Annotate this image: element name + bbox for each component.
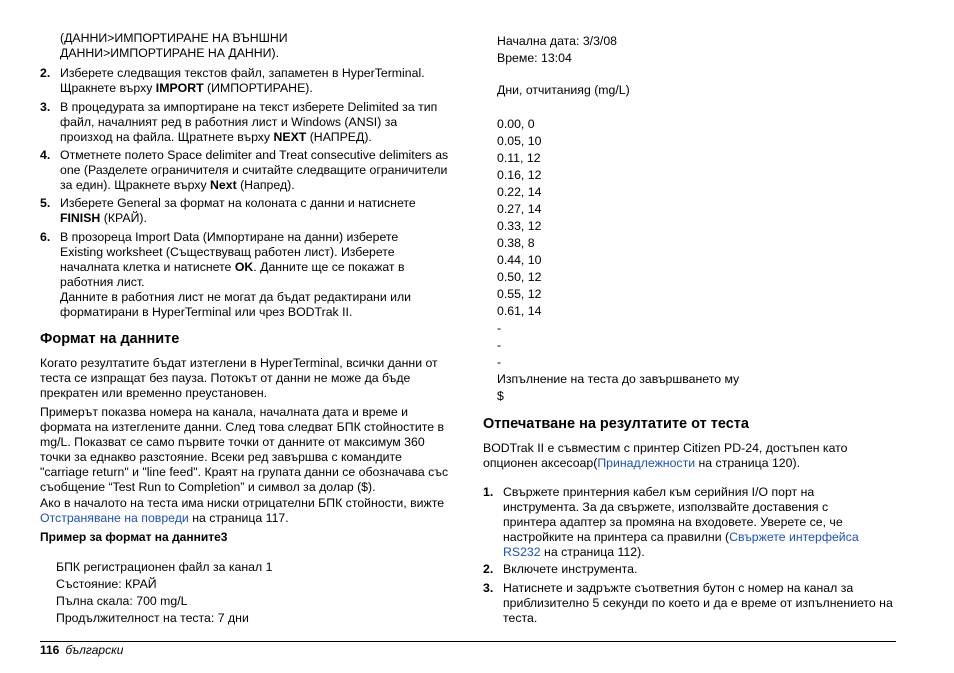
footer-rule xyxy=(40,641,896,642)
link-accessories[interactable]: Принадлежности xyxy=(597,456,696,470)
example-line: Състояние: КРАЙ xyxy=(56,577,157,591)
data-line: $ xyxy=(497,389,504,403)
list-item-print-step-1: 1. Свържете принтерния кабел към серийния I/O порт на инструмента. За да свържете, използвайте доставения с принтера адаптер за промяна на входовете. Уверете се, че настройките на принтера са правилни (Свържете интерфейса RS232 на страница 112). xyxy=(483,485,903,560)
list-item-step-2: 2. Изберете следващия текстов файл, запаметен в HyperTerminal. Щракнете върху IMPORT (ИМПОРТИРАНЕ). xyxy=(40,66,460,96)
example-title: Пример за формат на данните3 xyxy=(40,530,228,544)
section-heading-data-format: Формат на данните xyxy=(40,331,180,347)
example-line: БПК регистрационен файл за канал 1 xyxy=(56,560,273,574)
data-line: 0.61, 14 xyxy=(497,304,542,318)
example-line: Продължителност на теста: 7 дни xyxy=(56,611,249,625)
data-line: 0.22, 14 xyxy=(497,185,542,199)
step-3-text: В процедурата за импортиране на текст изберете Delimited за тип файл, началният ред в работния лист и Windows (ANSI) за произход на файла. Щратнете върху NEXT (НАПРЕД). xyxy=(60,100,438,144)
step-6-text: В прозореца Import Data (Импортиране на данни) изберете Existing worksheet (Съществуващ работен лист). Изберете началната клетка и натиснете OK. Данните ще се покажат в работния лист. xyxy=(60,230,405,289)
data-line: 0.27, 14 xyxy=(497,202,542,216)
list-item-print-step-2: 2. Включете инструмента. xyxy=(483,562,903,577)
example-data-block xyxy=(497,116,739,405)
data-line: Изпълнение на теста до завършването му xyxy=(497,372,740,386)
data-line: 0.38, 8 xyxy=(497,236,535,250)
data-line: - xyxy=(497,321,502,335)
step-2-text: Изберете следващия текстов файл, запаметен в HyperTerminal. Щракнете върху IMPORT (ИМПОРТИРАНЕ). xyxy=(60,66,425,95)
data-line: 0.00, 0 xyxy=(497,117,535,131)
list-item-step-4: 4. Отметнете полето Space delimiter and Treat consecutive delimiters as one (Разделете ограничителя и считайте следващите ограничители за един). Щракнете върху Next (Напред). xyxy=(40,148,460,193)
data-line: 0.50, 12 xyxy=(497,270,542,284)
step-4-text: Отметнете полето Space delimiter and Treat consecutive delimiters as one (Разделете ограничителя и считайте следващите ограничители за един). Щракнете върху Next (Напред). xyxy=(60,148,449,192)
paragraph-printer: BODTrak II е съвместим с принтер Citizen PD-24, достъпен като опционен аксесоар(Принадлежности на страница 120). xyxy=(483,441,848,470)
example-time: Време: 13:04 xyxy=(497,51,572,65)
data-line: 0.55, 12 xyxy=(497,287,542,301)
paragraph-stream: Когато резултатите бъдат изтеглени в HyperTerminal, всички данни от теста се изпращат без пауза. Потокът от данни не може да бъде прекратен или временно преустановен. xyxy=(40,356,438,400)
list-item-print-step-3: 3. Натиснете и задръжте съответния бутон с номер на канал за приблизително 5 секунди по което и да е време от изпълнението на теста. xyxy=(483,581,903,626)
list-item-step-6: 6. В прозореца Import Data (Импортиране на данни) изберете Existing worksheet (Съществуващ работен лист). Изберете началната клетка и натиснете OK. Данните ще се покажат в работния лист. Данните в работния лист не могат да бъдат редактирани или форматирани в HyperTerminal или чрез BODTrak II. xyxy=(40,230,460,320)
print-step-2-text: Включете инструмента. xyxy=(503,562,638,576)
paragraph-troubleshoot: Ако в началото на теста има ниски отрицателни БПК стойности, вижте Отстраняване на повреди на страница 117. xyxy=(40,496,445,525)
page-number: 116 xyxy=(40,643,60,657)
data-line: 0.11, 12 xyxy=(497,151,541,165)
example-columns-label: Дни, отчитанияg (mg/L) xyxy=(497,83,630,97)
list-item-step-5: 5. Изберете General за формат на колоната с данни и натиснете FINISH (КРАЙ). xyxy=(40,196,460,226)
step-6-note: Данните в работния лист не могат да бъдат редактирани или форматирани в HyperTerminal или чрез BODTrak II. xyxy=(60,290,412,319)
link-rs232[interactable]: Свържете интерфейса RS232 xyxy=(503,530,859,559)
example-block xyxy=(56,559,272,627)
step-1-continuation: (ДАННИ>ИМПОРТИРАНЕ НА ВЪНШНИ ДАННИ>ИМПОРТИРАНЕ НА ДАННИ). xyxy=(60,31,288,60)
example-line: Пълна скала: 700 mg/L xyxy=(56,594,188,608)
data-line: - xyxy=(497,338,502,352)
footer-language: български xyxy=(65,643,124,657)
step-5-text: Изберете General за формат на колоната с данни и натиснете FINISH (КРАЙ). xyxy=(60,196,416,225)
paragraph-example: Примерът показва номера на канала, началната дата и време и формата на изтеглените данни. След това следват БПК стойностите в mg/L. Показват се само първите точки от данните от максимум 360 точки за еднакво разстояние. Всеки ред завършва с командите "carriage return" и "line feed". Краят на групата данни се обозначава със съобщение “Test Run to Completion” и символ за долар ($). xyxy=(40,405,449,494)
list-item-step-3: 3. В процедурата за импортиране на текст изберете Delimited за тип файл, началният ред в работния лист и Windows (ANSI) за произход на файла. Щратнете върху NEXT (НАПРЕД). xyxy=(40,100,438,144)
data-line: 0.05, 10 xyxy=(497,134,542,148)
print-step-3-text: Натиснете и задръжте съответния бутон с номер на канал за приблизително 5 секунди по което и да е време от изпълнението на теста. xyxy=(503,581,893,625)
example-start-date: Начална дата: 3/3/08 xyxy=(497,34,618,48)
section-heading-printing: Отпечатване на резултатите от теста xyxy=(483,416,749,432)
link-troubleshooting[interactable]: Отстраняване на повреди xyxy=(40,511,189,525)
data-line: 0.44, 10 xyxy=(497,253,542,267)
print-step-1-text: Свържете принтерния кабел към серийния I/O порт на инструмента. За да свържете, използвайте доставения с принтера адаптер за промяна на входовете. Уверете се, че настройките на принтера са правилни (Свържете интерфейса RS232 на страница 112). xyxy=(503,485,859,559)
page-footer xyxy=(40,643,123,658)
data-line: - xyxy=(497,355,502,369)
data-line: 0.16, 12 xyxy=(497,168,542,182)
example-header-block xyxy=(497,33,617,67)
data-line: 0.33, 12 xyxy=(497,219,542,233)
